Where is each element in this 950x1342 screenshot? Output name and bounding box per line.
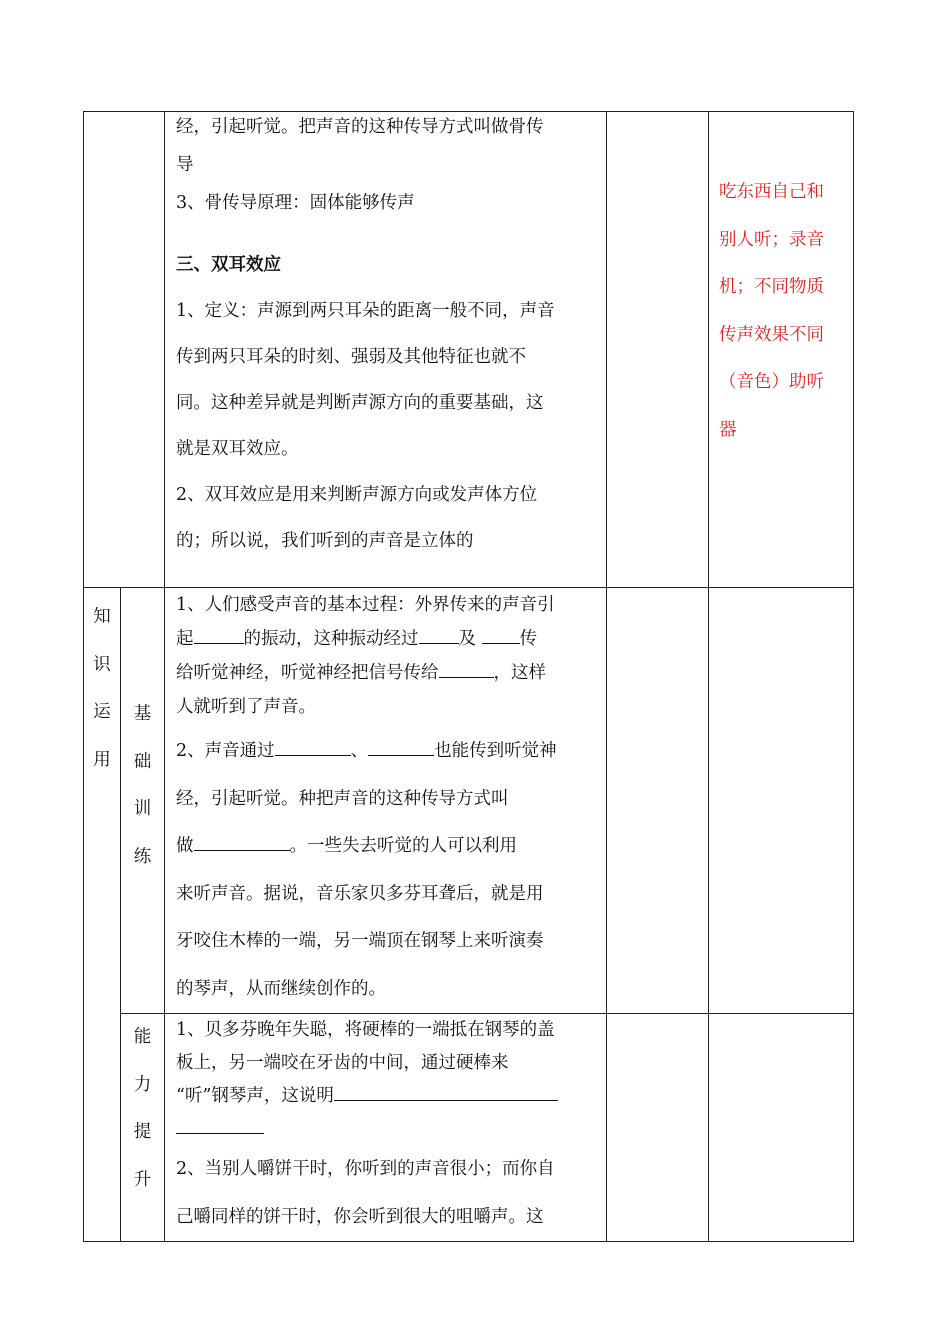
empty-cell (709, 588, 854, 1014)
section-label-char: 识 (93, 654, 111, 675)
empty-cell (607, 112, 709, 588)
question-line (176, 1113, 598, 1146)
text-line: 经，引起听觉。把声音的这种传导方式叫做骨传 (176, 117, 544, 137)
table-row (84, 588, 854, 1014)
question-line: 给听觉神经，听觉神经把信号传给 ，这样 (176, 663, 546, 683)
subsection-label-char: 练 (133, 846, 152, 867)
empty-cell (607, 588, 709, 1014)
lesson-table (83, 111, 854, 1242)
note-line: 机；不同物质 (719, 277, 824, 297)
section-label-char: 知 (93, 607, 111, 627)
content-cell (165, 588, 607, 1014)
text-line: 的；所以说，我们听到的声音是立体的 (176, 531, 474, 551)
text-line: 1、定义：声源到两只耳朵的距离一般不同，声音 (176, 301, 555, 321)
question-line: 牙咬住木棒的一端，另一端顶在钢琴上来听演奏 (176, 931, 544, 951)
subsection-label-char: 能 (133, 1027, 152, 1047)
note-line: 吃东西自己和 (719, 182, 824, 202)
subsection-label-char: 力 (133, 1074, 152, 1095)
content-cell (165, 1014, 607, 1242)
subsection-label-char: 训 (133, 799, 152, 819)
question-line: 1、贝多芬晚年失聪，将硬棒的一端抵在钢琴的盖 (176, 1020, 555, 1040)
question-line: 的琴声，从而继续创作的。 (176, 978, 386, 999)
question-line: 经，引起听觉。种把声音的这种传导方式叫 (176, 788, 509, 809)
text-line: 2、双耳效应是用来判断声源方向或发声体方位 (176, 485, 538, 505)
question-line: 起 的振动，这种振动经过 及 传 (176, 629, 538, 649)
question-line: 板上，另一端咬在牙齿的中间，通过硬棒来 (176, 1053, 509, 1073)
subsection-label-cell (121, 1014, 165, 1242)
note-line: 传声效果不同 (719, 324, 824, 345)
answer-blank[interactable] (482, 629, 520, 644)
section-heading: 三、双耳效应 (176, 255, 281, 275)
text-line: 同。这种差异就是判断声源方向的重要基础，这 (176, 393, 544, 413)
answer-blank[interactable] (368, 741, 434, 756)
answer-blank[interactable] (419, 629, 459, 644)
content-cell (165, 112, 607, 588)
text-line: 传到两只耳朵的时刻、强弱及其他特征也就不 (176, 347, 526, 367)
question-line: 2、当别人嚼饼干时，你听到的声音很小；而你自 (176, 1159, 555, 1179)
answer-blank[interactable] (194, 836, 290, 851)
question-line: 2、声音通过 、 也能传到听觉神 (176, 741, 557, 761)
text-line: 3、骨传导原理：固体能够传声 (176, 193, 415, 213)
question-line: 做 。一些失去听觉的人可以利用 (176, 836, 517, 856)
section-label-char: 运 (93, 702, 111, 722)
answer-blank[interactable] (194, 629, 244, 644)
empty-label-cell (84, 112, 165, 588)
question-line: 己嚼同样的饼干时，你会听到很大的咀嚼声。这 (176, 1206, 544, 1227)
table-row (84, 1014, 854, 1242)
table-row (84, 112, 854, 588)
answer-blank[interactable] (275, 741, 351, 756)
empty-cell (607, 1014, 709, 1242)
note-line: （音色）助听 (719, 372, 824, 392)
question-line: 1、人们感受声音的基本过程：外界传来的声音引 (176, 595, 555, 615)
text-line: 导 (176, 155, 194, 175)
section-label-char: 用 (93, 749, 111, 770)
answer-blank[interactable] (176, 1119, 264, 1134)
subsection-label-cell (121, 588, 165, 1014)
note-line: 别人听；录音 (719, 229, 824, 250)
section-label-cell (84, 588, 121, 1242)
subsection-label-char: 础 (133, 751, 152, 772)
note-line: 器 (719, 419, 737, 440)
note-cell (709, 112, 854, 588)
question-line: 人就听到了声音。 (176, 697, 316, 717)
question-line: “听”钢琴声，这说明 (176, 1080, 598, 1113)
subsection-label-char: 基 (133, 704, 152, 724)
question-line: 来听声音。据说，音乐家贝多芬耳聋后，就是用 (176, 883, 544, 904)
answer-blank[interactable] (439, 663, 494, 678)
subsection-label-char: 提 (133, 1122, 152, 1142)
empty-cell (709, 1014, 854, 1242)
answer-blank[interactable] (334, 1086, 558, 1101)
subsection-label-char: 升 (133, 1169, 152, 1190)
text-line: 就是双耳效应。 (176, 439, 299, 459)
